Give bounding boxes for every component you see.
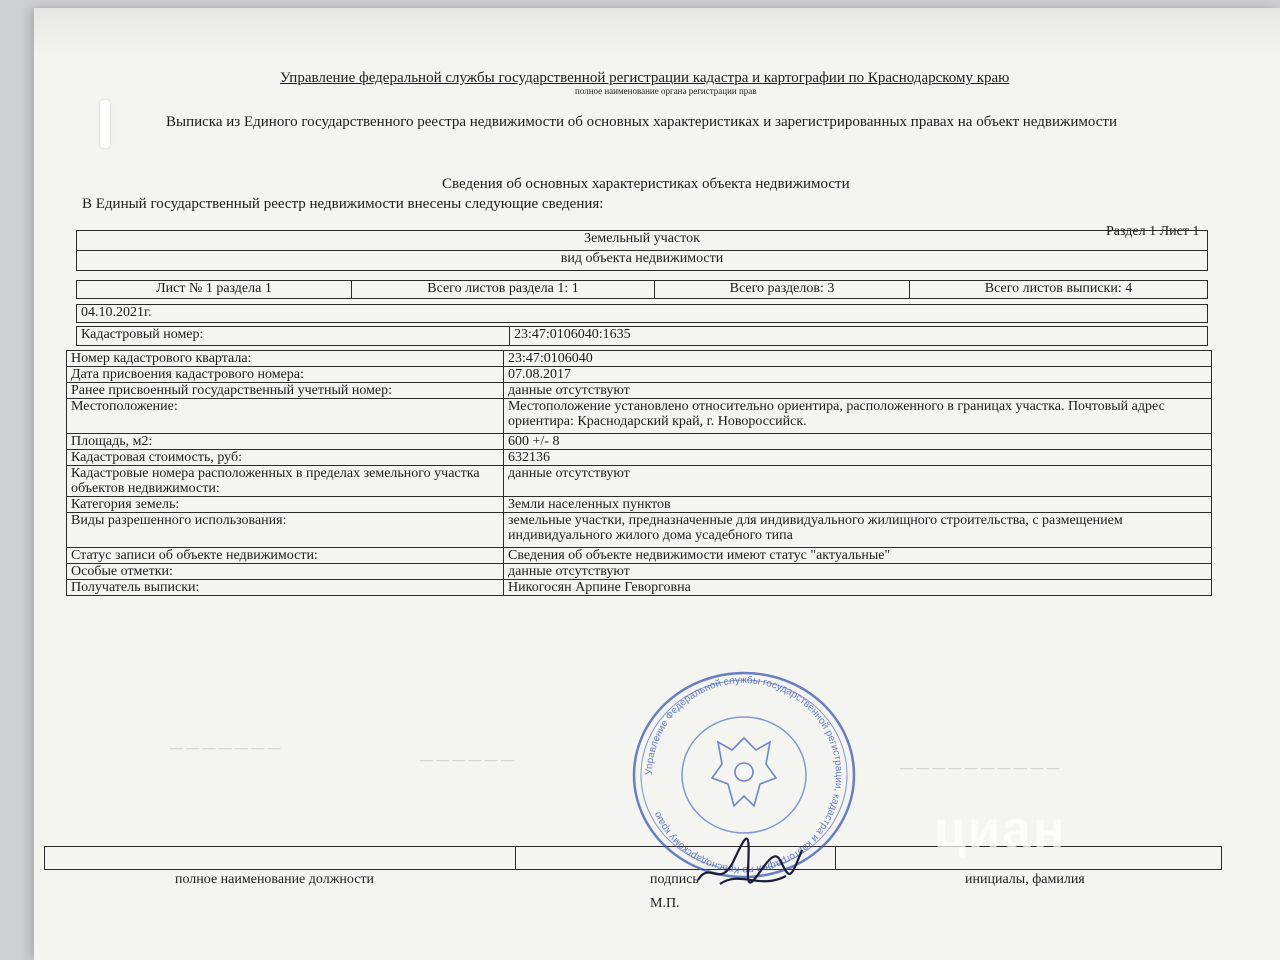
property-value: 632136 — [504, 450, 1212, 466]
sheet-number: Лист № 1 раздела 1 — [77, 281, 352, 299]
property-value: Сведения об объекте недвижимости имеют статус "актуальные" — [504, 548, 1212, 564]
property-value: земельные участки, предназначенные для индивидуального жилищного строительства, с размещением индивидуального жилого дома усадебного типа — [504, 513, 1212, 548]
bleed-through-text: — — — — — — — — — — — [900, 760, 1060, 775]
cadastral-value: 23:47:0106040:1635 — [510, 327, 1208, 346]
property-label: Кадастровая стоимость, руб: — [67, 450, 504, 466]
property-label: Особые отметки: — [67, 564, 504, 580]
property-label: Получатель выписки: — [67, 580, 504, 596]
table-row — [67, 434, 1212, 450]
table-row — [67, 564, 1212, 580]
property-label: Площадь, м2: — [67, 434, 504, 450]
signature-label: подпись — [650, 872, 699, 887]
bleed-through-text: — — — — — — — [420, 752, 515, 767]
property-value: данные отсутствуют — [504, 466, 1212, 497]
initials-label: инициалы, фамилия — [965, 872, 1085, 887]
position-label: полное наименование должности — [175, 872, 375, 887]
intro-text: В Единый государственный реестр недвижимости внесены следующие сведения: — [82, 196, 604, 212]
sheets-in-section: Всего листов раздела 1: 1 — [352, 281, 655, 299]
watermark: циан — [934, 801, 1067, 859]
object-type-table — [76, 230, 1208, 271]
agency-caption: полное наименование органа регистрации прав — [575, 86, 757, 96]
property-label: Категория земель: — [67, 497, 504, 513]
property-label: Виды разрешенного использования: — [67, 513, 504, 548]
property-label: Дата присвоения кадастрового номера: — [67, 367, 504, 383]
table-row — [67, 497, 1212, 513]
table-row — [67, 351, 1212, 367]
property-value: Никогосян Арпине Геворговна — [504, 580, 1212, 596]
extract-date: 04.10.2021г. — [77, 305, 1208, 323]
total-sheets: Всего листов выписки: 4 — [910, 281, 1208, 299]
property-label: Номер кадастрового квартала: — [67, 351, 504, 367]
table-row — [67, 450, 1212, 466]
paper-clip — [100, 100, 110, 148]
table-row — [67, 513, 1212, 548]
agency-name: Управление федеральной службы государственной регистрации кадастра и картографии по Краснодарскому краю — [280, 70, 1010, 86]
property-label: Статус записи об объекте недвижимости: — [67, 548, 504, 564]
property-value: Местоположение установлено относительно ориентира, расположенного в границах участка. Почтовый адрес ориентира: Краснодарский край, г. Новороссийск. — [504, 399, 1212, 434]
properties-table — [66, 350, 1212, 596]
property-value: данные отсутствуют — [504, 383, 1212, 399]
property-value: 07.08.2017 — [504, 367, 1212, 383]
total-sections: Всего разделов: 3 — [655, 281, 910, 299]
date-row — [76, 304, 1208, 323]
bleed-through-text: — — — — — — — — [170, 740, 281, 755]
handwritten-signature — [690, 820, 810, 900]
property-value: 23:47:0106040 — [504, 351, 1212, 367]
property-value: Земли населенных пунктов — [504, 497, 1212, 513]
table-row — [67, 367, 1212, 383]
section-title: Сведения об основных характеристиках объекта недвижимости — [442, 176, 850, 192]
stamp-place-label: М.П. — [650, 896, 680, 911]
document-title: Выписка из Единого государственного реестра недвижимости об основных характеристиках и зарегистрированных правах на объект недвижимости — [166, 114, 1118, 130]
object-type-caption: вид объекта недвижимости — [77, 251, 1208, 271]
property-label: Ранее присвоенный государственный учетный номер: — [67, 383, 504, 399]
object-type: Земельный участок — [77, 231, 1208, 251]
section-label: Раздел 1 Лист 1 — [1106, 224, 1200, 239]
property-value: 600 +/- 8 — [504, 434, 1212, 450]
table-row — [67, 466, 1212, 497]
table-row — [67, 548, 1212, 564]
svg-text:Управление Федеральной службы: Управление Федеральной службы государственной регистрации, кадастра и картографии по Краснодарскому краю — [643, 674, 845, 876]
table-row — [67, 383, 1212, 399]
table-row — [67, 580, 1212, 596]
table-row — [67, 399, 1212, 434]
cadastral-label: Кадастровый номер: — [77, 327, 510, 346]
property-label: Кадастровые номера расположенных в пределах земельного участка объектов недвижимости: — [67, 466, 504, 497]
cadastral-number-row — [76, 326, 1208, 346]
property-label: Местоположение: — [67, 399, 504, 434]
sheet-info-table — [76, 280, 1208, 299]
property-value: данные отсутствуют — [504, 564, 1212, 580]
